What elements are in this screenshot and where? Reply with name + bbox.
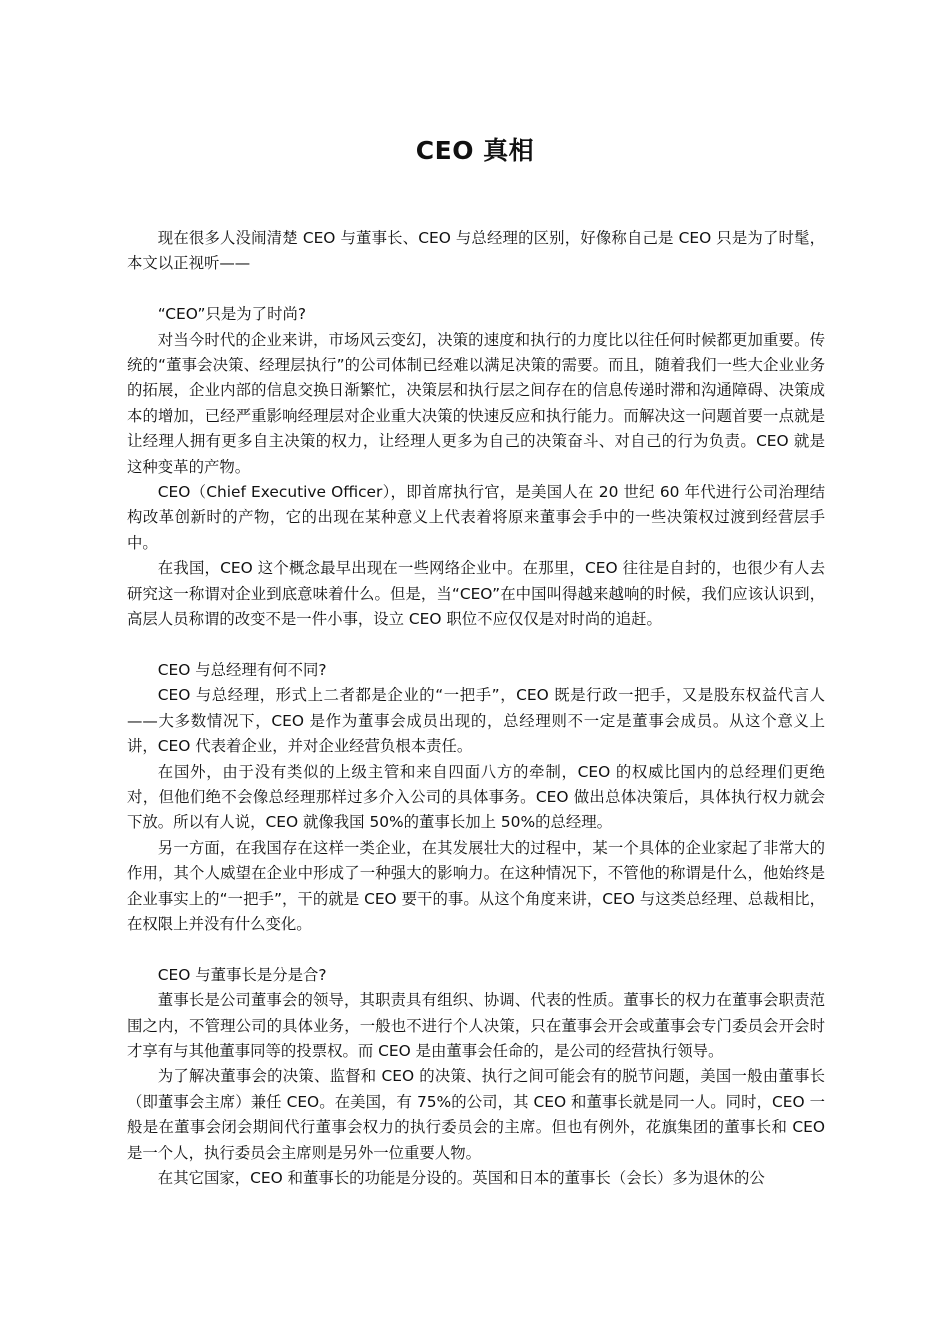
section-spacer bbox=[127, 937, 825, 962]
paragraph: 另一方面，在我国存在这样一类企业，在其发展壮大的过程中，某一个具体的企业家起了非常大的作用，其个人威望在企业中形成了一种强大的影响力。在这种情况下，不管他的称谓是什么，他始终是企业事实上的“一把手”，干的就是 CEO 要干的事。从这个角度来讲，CEO 与这类总经理、总裁相比，在权限上并没有什么变化。 bbox=[127, 838, 825, 933]
section-heading: “CEO”只是为了时尚? bbox=[157, 305, 307, 324]
article-body bbox=[127, 226, 825, 1191]
paragraph: 在其它国家，CEO 和董事长的功能是分设的。英国和日本的董事长（会长）多为退休的公 bbox=[157, 1168, 765, 1187]
paragraph: CEO 与总经理，形式上二者都是企业的“一把手”，CEO 既是行政一把手，又是股东权益代言人——大多数情况下，CEO 是作为董事会成员出现的，总经理则不一定是董事会成员。从这个意义上讲，CEO 代表着企业，并对企业经营负根本责任。 bbox=[127, 686, 825, 756]
paragraph: 对当今时代的企业来讲，市场风云变幻，决策的速度和执行的力度比以往任何时候都更加重要。传统的“董事会决策、经理层执行”的公司体制已经难以满足决策的需要。而且，随着我们一些大企业业务的拓展，企业内部的信息交换日渐繁忙，决策层和执行层之间存在的信息传递时滞和沟通障碍、决策成本的增加，已经严重影响经理层对企业重大决策的快速反应和执行能力。而解决这一问题首要一点就是让经理人拥有更多自主决策的权力，让经理人更多为自己的决策奋斗、对自己的行为负责。CEO 就是这种变革的产物。 bbox=[127, 330, 825, 476]
intro-paragraph: 现在很多人没闹清楚 CEO 与董事长、CEO 与总经理的区别，好像称自己是 CEO 只是为了时髦，本文以正视听—— bbox=[127, 229, 825, 273]
paragraph: 董事长是公司董事会的领导，其职责具有组织、协调、代表的性质。董事长的权力在董事会职责范围之内，不管理公司的具体业务，一般也不进行个人决策，只在董事会开会或董事会专门委员会开会时才享有与其他董事同等的投票权。而 CEO 是由董事会任命的，是公司的经营执行领导。 bbox=[127, 991, 825, 1060]
paragraph: CEO（Chief Executive Officer），即首席执行官，是美国人在 20 世纪 60 年代进行公司治理结构改革创新时的产物，它的出现在某种意义上代表着将原来董事会手中的一些决策权过渡到经营层手中。 bbox=[127, 483, 825, 552]
section-spacer bbox=[127, 632, 825, 657]
paragraph: 为了解决董事会的决策、监督和 CEO 的决策、执行之间可能会有的脱节问题，美国一般由董事长（即董事会主席）兼任 CEO。在美国，有 75%的公司，其 CEO 和董事长就是同一人。同时，CEO 一般是在董事会闭会期间代行董事会权力的执行委员会的主席。但也有例外，花旗集团的董事长和 CEO 是一个人，执行委员会主席则是另外一位重要人物。 bbox=[127, 1067, 825, 1162]
paragraph: 在国外，由于没有类似的上级主管和来自四面八方的牵制，CEO 的权威比国内的总经理们更绝对，但他们绝不会像总经理那样过多介入公司的具体事务。CEO 做出总体决策后，具体执行权力就会下放。所以有人说，CEO 就像我国 50%的董事长加上 50%的总经理。 bbox=[127, 762, 825, 832]
section-heading: CEO 与董事长是分是合? bbox=[157, 965, 327, 984]
section-spacer bbox=[127, 277, 825, 302]
paragraph: 在我国，CEO 这个概念最早出现在一些网络企业中。在那里，CEO 往往是自封的，也很少有人去研究这一称谓对企业到底意味着什么。但是，当“CEO”在中国叫得越来越响的时候，我们应该认识到，高层人员称谓的改变不是一件小事，设立 CEO 职位不应仅仅是对时尚的追赶。 bbox=[127, 559, 825, 629]
section-heading: CEO 与总经理有何不同? bbox=[157, 660, 327, 679]
page-title: CEO 真相 bbox=[415, 136, 535, 165]
